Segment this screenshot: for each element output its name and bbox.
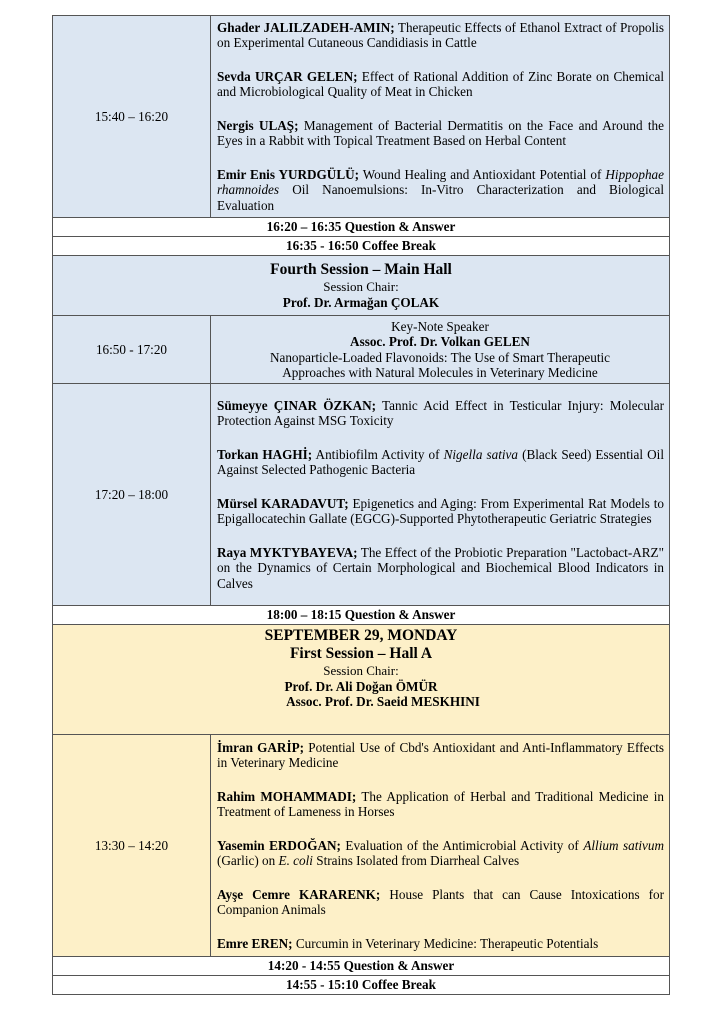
qa-cell: 14:20 - 14:55 Question & Answer — [53, 957, 670, 976]
talks-cell — [211, 735, 670, 957]
talk-title: Evaluation of the Antimicrobial Activity of — [340, 837, 584, 853]
qa-row — [53, 606, 670, 625]
talk-item — [217, 887, 664, 918]
qa-row — [53, 218, 670, 237]
session-chair-name: Assoc. Prof. Dr. Saeid MESKHINI — [286, 694, 480, 709]
talk-item — [217, 167, 664, 214]
session-chair-label: Session Chair: — [323, 663, 399, 678]
talk-title: Antibiofilm Activity of — [312, 446, 444, 462]
day-header — [53, 625, 670, 735]
talk-title: Effect of Rational Addition of Zinc Borate on Chemical and Microbiological Quality of Meat in Chicken — [217, 68, 665, 100]
qa-cell: 16:20 – 16:35 Question & Answer — [53, 218, 670, 237]
talk-item — [217, 838, 664, 869]
talk-author: Raya MYKTYBAYEVA; — [217, 544, 358, 560]
talk-title: Strains Isolated from Diarrheal Calves — [312, 853, 520, 869]
coffee-break-cell: 16:35 - 16:50 Coffee Break — [53, 237, 670, 256]
qa-row — [53, 957, 670, 976]
talk-author: Torkan HAGHİ; — [217, 446, 313, 462]
talk-item — [217, 69, 664, 100]
talk-title: (Garlic) on — [217, 853, 279, 869]
talk-title: (Black Seed) Essential Oil Against Selected Pathogenic Bacteria — [217, 446, 664, 478]
keynote-title-line: Approaches with Natural Molecules in Veterinary Medicine — [282, 365, 598, 380]
talk-item — [217, 936, 664, 952]
coffee-row — [53, 976, 670, 995]
keynote-cell — [211, 316, 670, 384]
keynote-speaker: Assoc. Prof. Dr. Volkan GELEN — [350, 334, 530, 349]
talk-title-italic: E. coli — [278, 853, 313, 869]
talk-title: Wound Healing and Antioxidant Potential of — [359, 166, 606, 182]
talk-author: Mürsel KARADAVUT; — [217, 495, 349, 511]
talk-title: Potential Use of Cbd's Antioxidant and Anti-Inflammatory Effects in Veterinary Medicine — [217, 739, 664, 771]
talk-author: Sevda URÇAR GELEN; — [217, 68, 358, 84]
session-header — [53, 256, 670, 316]
talk-title: The Application of Herbal and Traditional Medicine in Treatment of Lameness in Horses — [217, 788, 664, 820]
time-cell: 16:50 - 17:20 — [53, 316, 211, 384]
talk-item — [217, 20, 664, 51]
time-cell: 17:20 – 18:00 — [53, 384, 211, 606]
talk-item — [217, 118, 664, 149]
day-title: SEPTEMBER 29, MONDAY — [264, 627, 458, 644]
talk-title: House Plants that can Cause Intoxications for Companion Animals — [217, 886, 664, 918]
talk-title-italic: Hippophae rhamnoides — [217, 166, 664, 198]
session-title: Fourth Session – Main Hall — [270, 261, 452, 278]
talk-author: Yasemin ERDOĞAN; — [217, 837, 341, 853]
schedule-row — [53, 735, 670, 957]
schedule-row — [53, 16, 670, 218]
talk-author: Rahim MOHAMMADI; — [217, 788, 357, 804]
day-header-row — [53, 625, 670, 735]
talk-item — [217, 496, 664, 527]
talk-author: Ghader JALILZADEH-AMIN; — [217, 19, 395, 35]
keynote-title-line: Nanoparticle-Loaded Flavonoids: The Use of Smart Therapeutic — [269, 349, 611, 365]
schedule-table — [52, 15, 670, 995]
talk-title: Epigenetics and Aging: From Experimental Rat Models to Epigallocatechin Gallate (EGCG)-Supported Phytotherapeutic Geriatric Strategies — [217, 495, 664, 527]
talk-title: Curcumin in Veterinary Medicine: Therapeutic Potentials — [292, 935, 599, 951]
talk-item — [217, 545, 664, 592]
talks-cell — [211, 384, 670, 606]
talk-author: Emre EREN; — [217, 935, 293, 951]
talk-title: Management of Bacterial Dermatitis on the Face and Around the Eyes in a Rabbit with Topical Treatment Based on Herbal Content — [217, 117, 664, 149]
talk-author: Emir Enis YURDGÜLÜ; — [217, 166, 360, 182]
keynote-label: Key-Note Speaker — [391, 318, 489, 334]
talk-author: Ayşe Cemre KARARENK; — [217, 886, 381, 902]
talk-title-italic: Nigella sativa — [443, 446, 518, 462]
keynote-row — [53, 316, 670, 384]
talks-cell — [211, 16, 670, 218]
schedule-row — [53, 384, 670, 606]
time-cell: 13:30 – 14:20 — [53, 735, 211, 957]
talk-title-italic: Allium sativum — [583, 837, 664, 853]
talk-title: Tannic Acid Effect in Testicular Injury: Molecular Protection Against MSG Toxicity — [217, 397, 664, 429]
talk-item — [217, 740, 664, 771]
session-chair-name: Prof. Dr. Ali Doğan ÖMÜR — [284, 678, 438, 694]
session-header-row — [53, 256, 670, 316]
session-title: First Session – Hall A — [289, 645, 433, 662]
time-cell: 15:40 – 16:20 — [53, 16, 211, 218]
coffee-row — [53, 237, 670, 256]
talk-item — [217, 447, 664, 478]
talk-title: The Effect of the Probiotic Preparation "Lactobact-ARZ" on the Dynamics of Certain Morphological and Biochemical Blood Indicators in Calves — [217, 544, 664, 591]
session-chair-name: Prof. Dr. Armağan ÇOLAK — [282, 294, 440, 310]
talk-author: Sümeyye ÇINAR ÖZKAN; — [217, 397, 377, 413]
talk-title: Oil Nanoemulsions: In-Vitro Characterization and Biological Evaluation — [217, 182, 664, 213]
qa-cell: 18:00 – 18:15 Question & Answer — [53, 606, 670, 625]
talk-item — [217, 789, 664, 820]
talk-author: İmran GARİP; — [217, 739, 305, 755]
talk-item — [217, 398, 664, 429]
coffee-break-cell: 14:55 - 15:10 Coffee Break — [53, 976, 670, 995]
talk-author: Nergis ULAŞ; — [217, 117, 299, 133]
talk-title: Therapeutic Effects of Ethanol Extract of Propolis on Experimental Cutaneous Candidiasis in Cattle — [217, 19, 664, 51]
session-chair-label: Session Chair: — [323, 279, 399, 294]
